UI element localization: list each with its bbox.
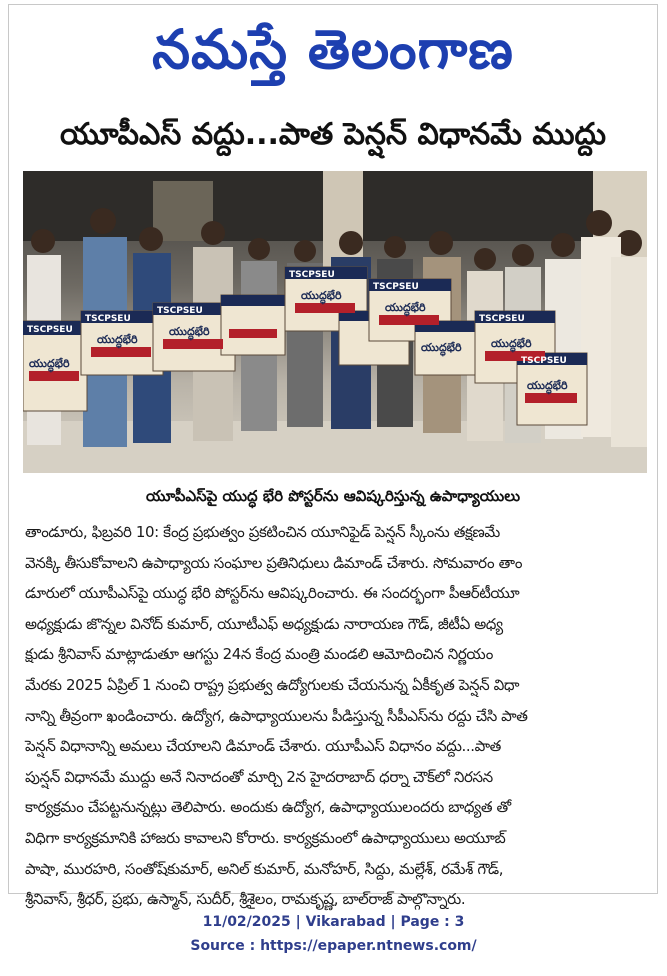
article-line: పాషా, మురహరి, సంతోష్‌కుమార్, అనిల్ కుమార్, మనోహర్, సిద్దు, మల్లేశ్, రమేశ్ గౌడ్, <box>25 859 504 878</box>
article-line: కార్యక్రమం చేపట్టనున్నట్లు తెలిపారు. అందుకు ఉద్యోగ, ఉపాధ్యాయులందరు బాధ్యత తో <box>25 798 511 817</box>
poster-header-label: TSCPSEU <box>521 356 567 366</box>
article-line: విధిగా కార్యక్రమానికి హాజరు కావాలని కోరారు. కార్యక్రమంలో ఉపాధ్యాయులు అయూబ్ <box>25 828 506 847</box>
edition-line: 11/02/2025 | Vikarabad | Page : 3 <box>202 914 465 930</box>
poster-header-label: TSCPSEU <box>479 314 525 324</box>
poster-title-label: యుద్ధభేరి <box>29 357 70 370</box>
article-line: క్షుడు శ్రీనివాస్ మాట్లాడుతూ ఆగస్టు 24న కేంద్ర మంత్రి మండలి ఆమోదించిన నిర్ణయం <box>25 645 493 664</box>
poster-title-label: యుద్ధభేరి <box>169 325 210 338</box>
article-line: మేరకు 2025 ఏప్రిల్ 1 నుంచి రాష్ట్ర ప్రభుత్వ ఉద్యోగులకు చేయనున్న ఏకీకృత పెన్షన్ విధా <box>25 675 520 694</box>
headline <box>9 109 657 167</box>
poster-header-label: TSCPSEU <box>373 282 419 292</box>
poster-title-label: యుద్ధభేరి <box>491 337 532 350</box>
article-line: పున్షన్ విధానమే ముద్దు అనే నినాదంతో మార్చి 2న హైదరాబాద్ ధర్నా చౌక్‌లో నిరసన <box>25 767 493 786</box>
photo-caption-text: యూపీఎస్‌పై యుద్ధ భేరి పోస్టర్‌ను ఆవిష్కరిస్తున్న ఉపాధ్యాయులు <box>145 487 521 505</box>
poster-header-label: TSCPSEU <box>289 270 335 280</box>
newspaper-clipping <box>8 4 658 909</box>
poster-title-label: యుద్ధభేరి <box>385 301 426 314</box>
group-photo-icon <box>23 171 647 473</box>
poster-header-label: TSCPSEU <box>157 306 203 316</box>
photo-caption <box>9 483 657 513</box>
source-footer <box>0 910 667 958</box>
article-line: డూరులో యూపీఎస్‌పై యుద్ధ భేరి పోస్టర్‌ను ఆవిష్కరించారు. ఈ సందర్భంగా పీఆర్‌టీయూ <box>25 584 520 603</box>
article-line: తాండూరు, ఫిబ్రవరి 10: కేంద్ర ప్రభుత్వం ప్రకటించిన యూనిఫైడ్ పెన్షన్ స్కీంను తక్షణమే <box>25 523 500 541</box>
poster-header-label: TSCPSEU <box>85 314 131 324</box>
article-line: వెనక్కి తీసుకోవాలని ఉపాధ్యాయ సంఘాల ప్రతినిధులు డిమాండ్ చేశారు. సోమవారం తాం <box>25 553 523 572</box>
poster-title-label: యుద్ధభేరి <box>527 379 568 392</box>
headline-text: యూపీఎస్ వద్దు...పాత పెన్షన్ విధానమే ముద్దు <box>59 117 607 152</box>
poster-title-label: యుద్ధభేరి <box>421 341 462 354</box>
article-line: శ్రీనివాస్, శ్రీధర్, ప్రభు, ఉస్మాన్, సుదీర్, శ్రీశైలం, రామకృష్ణ, బాల్‌రాజ్ పాల్గొన్నారు. <box>25 890 466 909</box>
article-line: అధ్యక్షుడు జొన్నల వినోద్ కుమార్, యూటీఎఫ్ అధ్యక్షుడు నారాయణ గౌడ్, జీటీఏ అధ్య <box>25 614 503 633</box>
source-line: Source : https://epaper.ntnews.com/ <box>190 938 477 954</box>
poster-header-label: TSCPSEU <box>27 325 73 335</box>
poster-title-label: యుద్ధభేరి <box>301 289 342 302</box>
masthead-title: నమస్తే తెలంగాణ <box>152 18 514 81</box>
poster-title-label: యుద్ధభేరి <box>97 333 138 346</box>
group-photo <box>23 171 647 473</box>
article-body <box>25 517 645 915</box>
article-line: నాన్ని తీవ్రంగా ఖండించారు. ఉద్యోగ, ఉపాధ్యాయులను పీడిస్తున్న సీపీఎస్‌ను రద్దు చేసి పాత <box>25 706 528 725</box>
article-line: పెన్షన్ విధానాన్ని అమలు చేయాలని డిమాండ్ చేశారు. యూపీఎస్ విధానం వద్దు...పాత <box>25 737 501 756</box>
masthead <box>9 11 657 89</box>
